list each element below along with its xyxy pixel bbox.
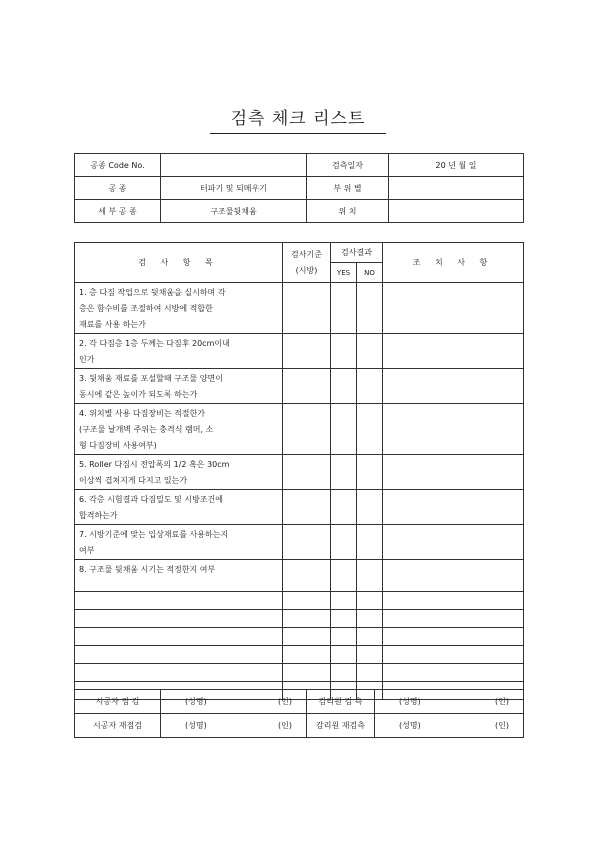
item-header: 검 사 항 목 bbox=[75, 243, 283, 283]
no-cell[interactable] bbox=[357, 369, 383, 404]
check-item-line: 4. 위치별 사용 다짐장비는 적절한가 bbox=[79, 409, 205, 418]
check-item-line: 8. 구조물 뒷채움 시기는 적정한지 여부 bbox=[79, 565, 216, 574]
no-cell[interactable] bbox=[357, 283, 383, 334]
table-row bbox=[75, 525, 524, 560]
signature-name-label: (성명) bbox=[399, 697, 421, 706]
table-row bbox=[75, 283, 524, 334]
check-item[interactable] bbox=[75, 592, 283, 610]
criteria-cell[interactable] bbox=[283, 455, 331, 490]
check-item-line: (구조물 날개벽 주위는 충격식 램머, 소 bbox=[79, 425, 214, 434]
sign-table bbox=[74, 689, 524, 738]
yes-cell[interactable] bbox=[331, 283, 357, 334]
supervisor-recheck-signature[interactable] bbox=[375, 714, 524, 738]
yes-cell[interactable] bbox=[331, 525, 357, 560]
empty-row bbox=[75, 664, 524, 682]
code-label: 공종 Code No. bbox=[75, 154, 161, 177]
criteria-cell[interactable] bbox=[283, 404, 331, 455]
check-item[interactable] bbox=[75, 628, 283, 646]
no-cell[interactable] bbox=[357, 404, 383, 455]
signature-name-label: (성명) bbox=[185, 721, 207, 730]
criteria-cell[interactable] bbox=[283, 628, 331, 646]
table-row bbox=[75, 490, 524, 525]
criteria-cell[interactable] bbox=[283, 283, 331, 334]
no-cell[interactable] bbox=[357, 490, 383, 525]
yes-cell[interactable] bbox=[331, 610, 357, 628]
action-cell[interactable] bbox=[383, 664, 524, 682]
action-cell[interactable] bbox=[383, 646, 524, 664]
criteria-cell[interactable] bbox=[283, 592, 331, 610]
check-item bbox=[75, 525, 283, 560]
check-table bbox=[74, 242, 524, 700]
check-item bbox=[75, 455, 283, 490]
table-row bbox=[75, 369, 524, 404]
supervisor-check-label: 감리원 검 측 bbox=[307, 690, 375, 714]
yes-cell[interactable] bbox=[331, 369, 357, 404]
check-item-line: 3. 뒷채움 재료를 포설할때 구조물 양면이 bbox=[79, 374, 223, 383]
check-item[interactable] bbox=[75, 664, 283, 682]
supervisor-check-signature[interactable] bbox=[375, 690, 524, 714]
header-table bbox=[74, 153, 524, 223]
check-item-line: 6. 각층 시험결과 다짐밀도 및 시방조건에 bbox=[79, 495, 223, 504]
check-item-line: 동시에 같은 높이가 되도록 하는가 bbox=[79, 390, 198, 399]
location-label: 위 치 bbox=[307, 200, 389, 223]
no-cell[interactable] bbox=[357, 334, 383, 369]
empty-row bbox=[75, 592, 524, 610]
seal-label: (인) bbox=[495, 697, 509, 706]
check-item-line: 여부 bbox=[79, 546, 95, 555]
signature-name-label: (성명) bbox=[399, 721, 421, 730]
criteria-cell[interactable] bbox=[283, 334, 331, 369]
check-item-line: 1. 층 다짐 작업으로 뒷채움을 실시하며 각 bbox=[79, 288, 226, 297]
check-item bbox=[75, 560, 283, 592]
seal-label: (인) bbox=[278, 721, 292, 730]
table-row bbox=[75, 404, 524, 455]
yes-header: YES bbox=[331, 263, 357, 283]
location-field[interactable] bbox=[389, 200, 524, 223]
check-item-line: 형 다짐장비 사용여부) bbox=[79, 441, 157, 450]
action-cell[interactable] bbox=[383, 369, 524, 404]
code-field[interactable] bbox=[161, 154, 307, 177]
check-item-line: 7. 시방기준에 맞는 입상재료를 사용하는지 bbox=[79, 530, 229, 539]
check-item-line: 5. Roller 다짐시 전압폭의 1/2 혹은 30cm bbox=[79, 460, 230, 469]
no-cell[interactable] bbox=[357, 592, 383, 610]
contractor-check-signature[interactable] bbox=[161, 690, 307, 714]
criteria-header-line2: (시방) bbox=[295, 265, 318, 275]
no-cell[interactable] bbox=[357, 646, 383, 664]
criteria-cell[interactable] bbox=[283, 610, 331, 628]
part-field[interactable] bbox=[389, 177, 524, 200]
action-cell[interactable] bbox=[383, 628, 524, 646]
action-cell[interactable] bbox=[383, 525, 524, 560]
yes-cell[interactable] bbox=[331, 560, 357, 592]
yes-cell[interactable] bbox=[331, 592, 357, 610]
part-label: 부 위 별 bbox=[307, 177, 389, 200]
criteria-cell[interactable] bbox=[283, 490, 331, 525]
action-cell[interactable] bbox=[383, 490, 524, 525]
no-cell[interactable] bbox=[357, 610, 383, 628]
yes-cell[interactable] bbox=[331, 404, 357, 455]
yes-cell[interactable] bbox=[331, 664, 357, 682]
check-item bbox=[75, 490, 283, 525]
yes-cell[interactable] bbox=[331, 455, 357, 490]
check-item-line: 인가 bbox=[79, 355, 95, 364]
result-header: 검사결과 bbox=[331, 243, 383, 263]
no-cell[interactable] bbox=[357, 455, 383, 490]
supervisor-recheck-label: 감리원 재검측 bbox=[307, 714, 375, 738]
criteria-cell[interactable] bbox=[283, 525, 331, 560]
criteria-cell[interactable] bbox=[283, 646, 331, 664]
empty-row bbox=[75, 628, 524, 646]
yes-cell[interactable] bbox=[331, 628, 357, 646]
check-item bbox=[75, 404, 283, 455]
check-item-line: 합격하는가 bbox=[79, 511, 118, 520]
criteria-header-line1: 검사기준 bbox=[291, 249, 322, 259]
no-cell[interactable] bbox=[357, 525, 383, 560]
check-item-line: 재료를 사용 하는가 bbox=[79, 320, 146, 329]
action-cell[interactable] bbox=[383, 283, 524, 334]
no-cell[interactable] bbox=[357, 560, 383, 592]
criteria-cell[interactable] bbox=[283, 664, 331, 682]
table-row bbox=[75, 560, 524, 592]
date-label: 검측일자 bbox=[307, 154, 389, 177]
check-item-line: 층은 함수비를 조절하여 시방에 적합한 bbox=[79, 304, 213, 313]
yes-cell[interactable] bbox=[331, 646, 357, 664]
empty-row bbox=[75, 610, 524, 628]
contractor-recheck-label: 시공자 재점검 bbox=[75, 714, 161, 738]
table-row bbox=[75, 334, 524, 369]
check-item-line: 2. 각 다짐층 1층 두께는 다짐후 20cm이내 bbox=[79, 339, 230, 348]
yes-cell[interactable] bbox=[331, 490, 357, 525]
check-item bbox=[75, 283, 283, 334]
check-item-line: 이상씩 겹쳐지게 다지고 있는가 bbox=[79, 476, 188, 485]
action-cell[interactable] bbox=[383, 334, 524, 369]
criteria-header bbox=[283, 243, 331, 283]
check-item bbox=[75, 369, 283, 404]
criteria-cell[interactable] bbox=[283, 369, 331, 404]
no-cell[interactable] bbox=[357, 628, 383, 646]
detail-label: 세 부 공 종 bbox=[75, 200, 161, 223]
seal-label: (인) bbox=[495, 721, 509, 730]
signature-name-label: (성명) bbox=[185, 697, 207, 706]
date-field[interactable]: 20 년 월 일 bbox=[389, 154, 524, 177]
action-cell[interactable] bbox=[383, 592, 524, 610]
seal-label: (인) bbox=[278, 697, 292, 706]
work-value: 터파기 및 되메우기 bbox=[161, 177, 307, 200]
check-item[interactable] bbox=[75, 610, 283, 628]
table-row bbox=[75, 455, 524, 490]
empty-row bbox=[75, 646, 524, 664]
action-header: 조 치 사 항 bbox=[383, 243, 524, 283]
action-cell[interactable] bbox=[383, 404, 524, 455]
action-cell[interactable] bbox=[383, 455, 524, 490]
contractor-check-label: 시공자 점 검 bbox=[75, 690, 161, 714]
no-cell[interactable] bbox=[357, 664, 383, 682]
action-cell[interactable] bbox=[383, 610, 524, 628]
detail-value: 구조물뒷채움 bbox=[161, 200, 307, 223]
check-item[interactable] bbox=[75, 646, 283, 664]
page-title: 검측 체크 리스트 bbox=[210, 104, 386, 134]
item-rows bbox=[75, 283, 524, 700]
criteria-cell[interactable] bbox=[283, 560, 331, 592]
contractor-recheck-signature[interactable] bbox=[161, 714, 307, 738]
no-header: NO bbox=[357, 263, 383, 283]
yes-cell[interactable] bbox=[331, 334, 357, 369]
check-item bbox=[75, 334, 283, 369]
work-label: 공 종 bbox=[75, 177, 161, 200]
action-cell[interactable] bbox=[383, 560, 524, 592]
